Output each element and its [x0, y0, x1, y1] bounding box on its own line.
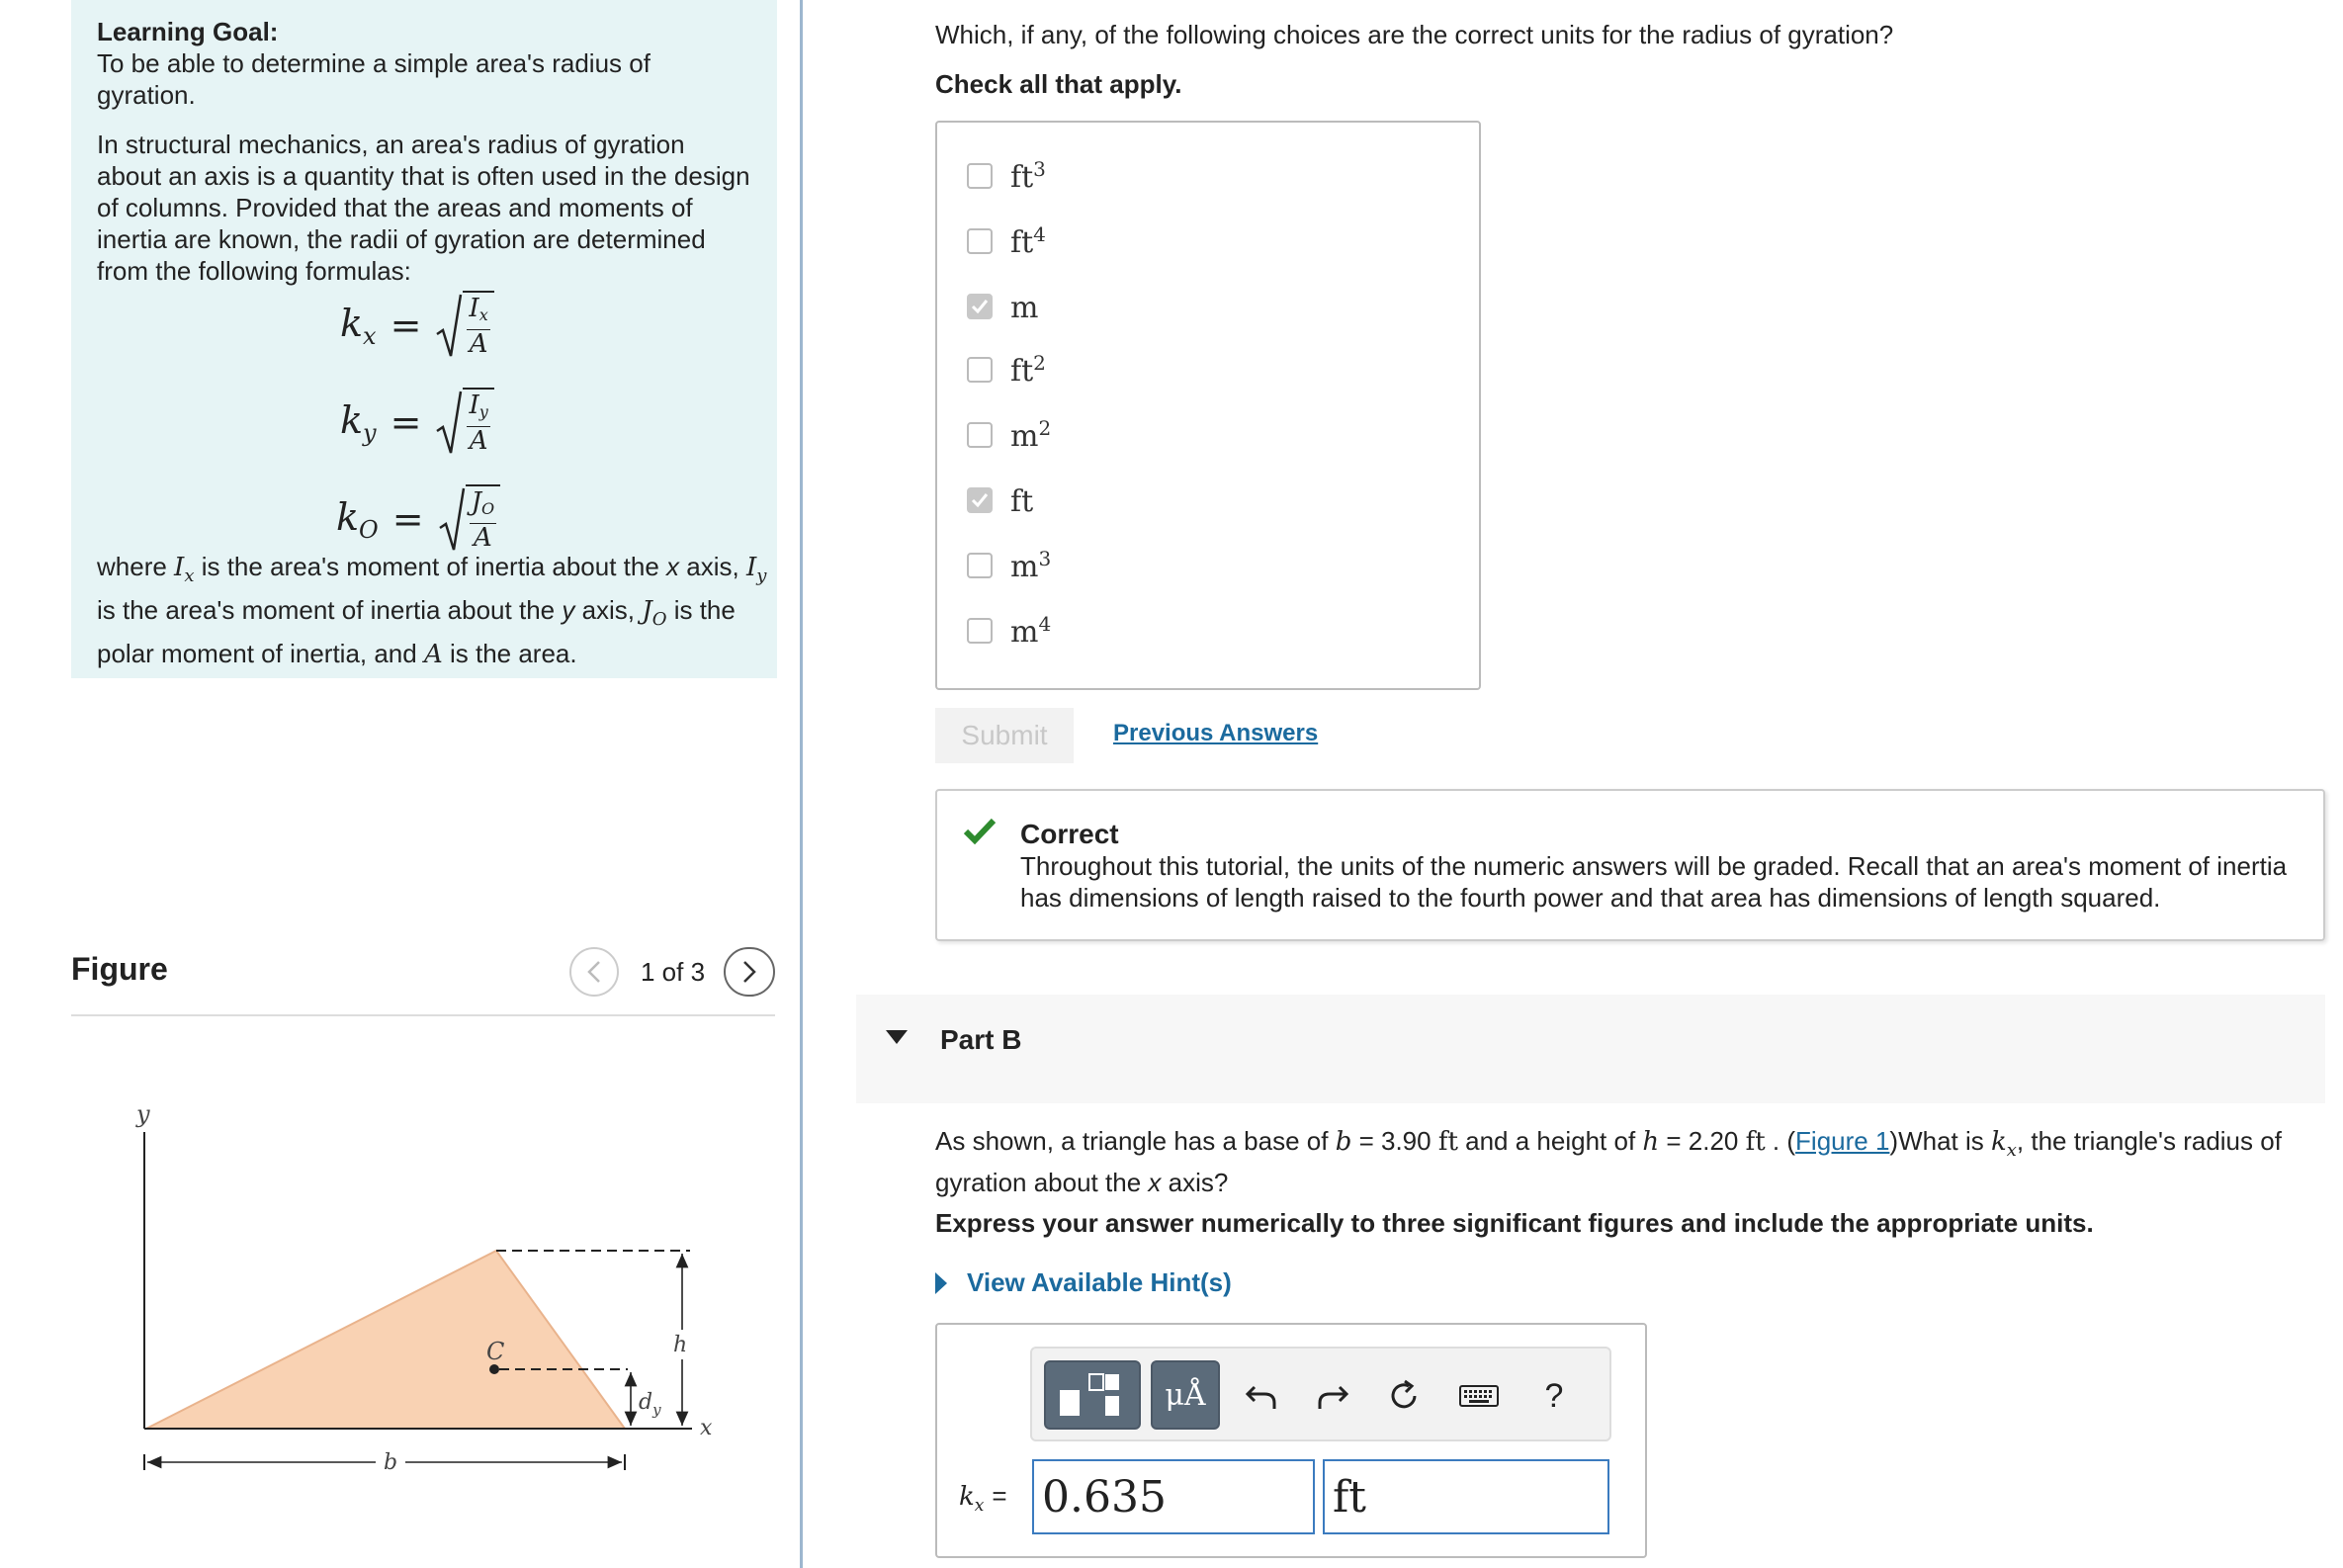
formula-definitions: where $I_x$ is the area's moment of inertia about the x axis, $I_y$ is the area's moment of inertia about the y axis, $J_O$ is the polar moment of inertia, and A is the area.: [97, 552, 767, 670]
learning-goal-subtitle: To be able to determine a simple area's radius of gyration.: [97, 48, 651, 110]
dy-label: $d_y$: [639, 1390, 661, 1419]
part-b-question: As shown, a triangle has a base of b = 3.90 ft and a height of h = 2.20 ft . (Figure 1)What is $k_x$, the triangle's radius of gyration about the x axis?: [935, 1126, 2282, 1198]
collapse-icon[interactable]: [886, 1030, 908, 1044]
sqrt-symbol: [435, 291, 493, 360]
formula-kx-den: A: [469, 329, 488, 359]
feedback-title: Correct: [1020, 819, 1119, 849]
chevron-left-icon: [586, 959, 602, 985]
x-axis-label: x: [700, 1416, 713, 1440]
checkbox[interactable]: [967, 553, 993, 578]
learning-goal-paragraph: In structural mechanics, an area's radius of gyration about an axis is a quantity that is often used in the design of columns. Provided that the areas and moments of inertia are known, the radii of gyration are determined from the following formulas:: [97, 130, 750, 286]
submit-button[interactable]: Submit: [935, 708, 1074, 763]
templates-button[interactable]: [1044, 1360, 1141, 1430]
formula-ko-num-sub: O: [481, 499, 495, 518]
templates-icon: [1046, 1362, 1143, 1432]
previous-answers-link[interactable]: Previous Answers: [1113, 720, 1319, 746]
choice-ft4[interactable]: $ft^4$: [967, 221, 1046, 261]
triangle-figure: [119, 1092, 751, 1488]
sqrt-symbol: [438, 484, 501, 554]
units-input[interactable]: [1323, 1459, 1609, 1534]
part-b-title: Part B: [940, 1024, 1022, 1055]
checkbox-checked[interactable]: [967, 487, 993, 513]
formula-ko-num: J: [471, 487, 481, 517]
figure-page-indicator: 1 of 3: [641, 957, 706, 987]
centroid-label: C: [486, 1338, 505, 1365]
choice-m2[interactable]: $m^2$: [967, 415, 1051, 455]
redo-icon[interactable]: [1313, 1376, 1352, 1416]
hints-label: View Available Hint(s): [967, 1267, 1232, 1297]
part-a-question: Which, if any, of the following choices are the correct units for the radius of gyration?: [935, 20, 1894, 49]
formula-ky-den: A: [469, 426, 488, 456]
choice-m4[interactable]: $m^4$: [967, 611, 1051, 651]
triangle-shape: [146, 1251, 625, 1429]
choice-m3[interactable]: $m^3$: [967, 546, 1051, 585]
formula-ky-num-sub: y: [478, 402, 488, 421]
choice-ft3[interactable]: $ft^3$: [967, 156, 1046, 196]
part-b-header[interactable]: [856, 995, 2325, 1103]
checkbox-checked[interactable]: [967, 294, 993, 319]
choice-ft[interactable]: ft: [967, 480, 1033, 520]
formula-kx: $k_x$ = $I_x$ A: [340, 291, 494, 360]
correct-check-icon: [963, 817, 997, 846]
checkbox[interactable]: [967, 228, 993, 254]
choice-ft2[interactable]: $ft^2$: [967, 350, 1046, 390]
chevron-right-icon: [741, 959, 757, 985]
part-b-instruction: Express your answer numerically to three significant figures and include the appropriate units.: [935, 1208, 2094, 1238]
reset-icon[interactable]: [1384, 1376, 1424, 1416]
choices-box: [935, 121, 1481, 690]
figure-title: Figure: [71, 951, 168, 987]
formula-ko-den: A: [473, 523, 492, 553]
learning-goal-title: Learning Goal:: [97, 17, 279, 46]
figure-next-button[interactable]: [724, 947, 775, 997]
figure-prev-button[interactable]: [569, 947, 619, 997]
keyboard-icon[interactable]: [1459, 1376, 1499, 1416]
left-panel: [0, 0, 803, 1568]
checkbox[interactable]: [967, 618, 993, 644]
undo-icon[interactable]: [1242, 1376, 1281, 1416]
y-axis-label: y: [136, 1100, 150, 1128]
formula-ko: $k_O$ = $J_O$ A: [336, 484, 500, 554]
sqrt-symbol: [435, 388, 493, 457]
b-label: b: [384, 1450, 398, 1475]
feedback-body: Throughout this tutorial, the units of the numeric answers will be graded. Recall that an area's moment of inertia has dimensions of length raised to the fourth power and that area has dimensions of length squared.: [1020, 851, 2288, 913]
math-toolbar: [1030, 1347, 1611, 1441]
formula-ky: $k_y$ = $I_y$ A: [340, 388, 494, 457]
answer-label: $k_x$ =: [959, 1481, 1007, 1517]
part-a-instruction: Check all that apply.: [935, 69, 1182, 99]
help-icon[interactable]: ?: [1544, 1376, 1564, 1415]
check-icon: [971, 492, 989, 508]
formula-kx-num-sub: x: [478, 305, 488, 324]
checkbox[interactable]: [967, 422, 993, 448]
figure-link[interactable]: Figure 1: [1795, 1126, 1890, 1156]
choice-m[interactable]: m: [967, 287, 1038, 326]
h-label: h: [673, 1333, 688, 1357]
formula-ky-sub: y: [363, 418, 377, 447]
formula-ky-num: I: [469, 391, 479, 420]
formula-ko-sub: O: [359, 515, 379, 544]
formula-kx-sub: x: [363, 321, 377, 350]
feedback-box: [935, 789, 2325, 941]
figure-header: [71, 947, 775, 1016]
view-hints-link[interactable]: [935, 1267, 1232, 1298]
check-icon: [971, 299, 989, 314]
checkbox[interactable]: [967, 357, 993, 383]
expand-arrow-icon: [935, 1272, 947, 1294]
units-button[interactable]: μÅ: [1151, 1360, 1220, 1430]
value-input[interactable]: [1032, 1459, 1315, 1534]
answer-box: [935, 1323, 1647, 1558]
formula-kx-num: I: [469, 294, 479, 323]
centroid-point: [489, 1364, 499, 1374]
checkbox[interactable]: [967, 163, 993, 189]
